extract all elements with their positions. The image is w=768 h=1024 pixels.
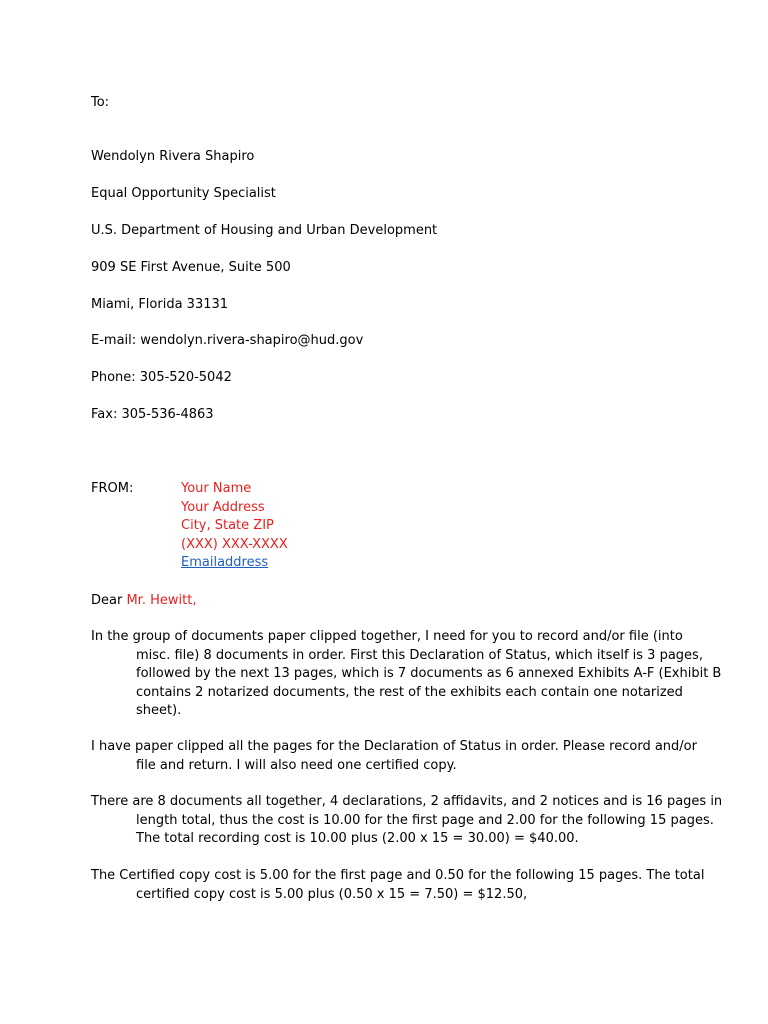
salutation-name: Mr. Hewitt, bbox=[126, 593, 197, 608]
paragraph-recording-cost bbox=[91, 793, 723, 849]
recipient-email: E-mail: wendolyn.rivera-shapiro@hud.gov bbox=[91, 333, 364, 348]
recipient-street: 909 SE First Avenue, Suite 500 bbox=[91, 260, 291, 275]
recipient-fax: Fax: 305-536-4863 bbox=[91, 407, 214, 422]
recipient-phone: Phone: 305-520-5042 bbox=[91, 370, 232, 385]
sender-details bbox=[181, 480, 288, 573]
paragraph-line: length total, thus the cost is 10.00 for the first page and 2.00 for the following 15 pages. bbox=[136, 812, 714, 828]
paragraph-line: followed by the next 13 pages, which is 7 documents as 6 annexed Exhibits A-F (Exhibit B bbox=[136, 666, 722, 681]
paragraph-line: sheet). bbox=[136, 703, 182, 718]
paragraph-line: certified copy cost is 5.00 plus (0.50 x 15 = 7.50) = $12.50, bbox=[136, 886, 528, 902]
salutation bbox=[91, 592, 196, 611]
paragraph-line: misc. file) 8 documents in order. First this Declaration of Status, which itself is 3 pages, bbox=[136, 647, 703, 663]
recipient-city: Miami, Florida 33131 bbox=[91, 297, 229, 312]
paragraph-line: In the group of documents paper clipped together, I need for you to record and/or file (into bbox=[91, 629, 683, 644]
recipient-name: Wendolyn Rivera Shapiro bbox=[91, 149, 255, 164]
recipient-organization: U.S. Department of Housing and Urban Development bbox=[91, 223, 438, 238]
paragraph-line: The total recording cost is 10.00 plus (2.00 x 15 = 30.00) = $40.00. bbox=[136, 831, 579, 846]
sender-address: Your Address bbox=[181, 499, 265, 515]
from-label: FROM: bbox=[91, 481, 134, 496]
paragraph-line: contains 2 notarized documents, the rest of the exhibits each contain one notarized bbox=[136, 684, 683, 700]
sender-email-link[interactable]: Emailaddress bbox=[181, 555, 269, 570]
recipient-title: Equal Opportunity Specialist bbox=[91, 186, 276, 201]
to-label: To: bbox=[91, 95, 110, 110]
paragraph-line: I have paper clipped all the pages for the Declaration of Status in order. Please record and/or bbox=[91, 739, 697, 754]
sender-city: City, State ZIP bbox=[181, 518, 274, 533]
salutation-prefix: Dear bbox=[91, 593, 123, 608]
paragraph-line: The Certified copy cost is 5.00 for the first page and 0.50 for the following 15 pages. The total bbox=[91, 868, 705, 883]
paragraph-line: There are 8 documents all together, 4 declarations, 2 affidavits, and 2 notices and is 16 pages in bbox=[91, 794, 723, 809]
paragraph-line: file and return. I will also need one certified copy. bbox=[136, 757, 457, 773]
paragraph-certified-copy-cost bbox=[91, 867, 705, 904]
paragraph-declaration bbox=[91, 738, 697, 775]
paragraph-record-request bbox=[91, 628, 722, 721]
sender-phone: (XXX) XXX-XXXX bbox=[181, 536, 288, 552]
sender-name: Your Name bbox=[181, 481, 252, 496]
